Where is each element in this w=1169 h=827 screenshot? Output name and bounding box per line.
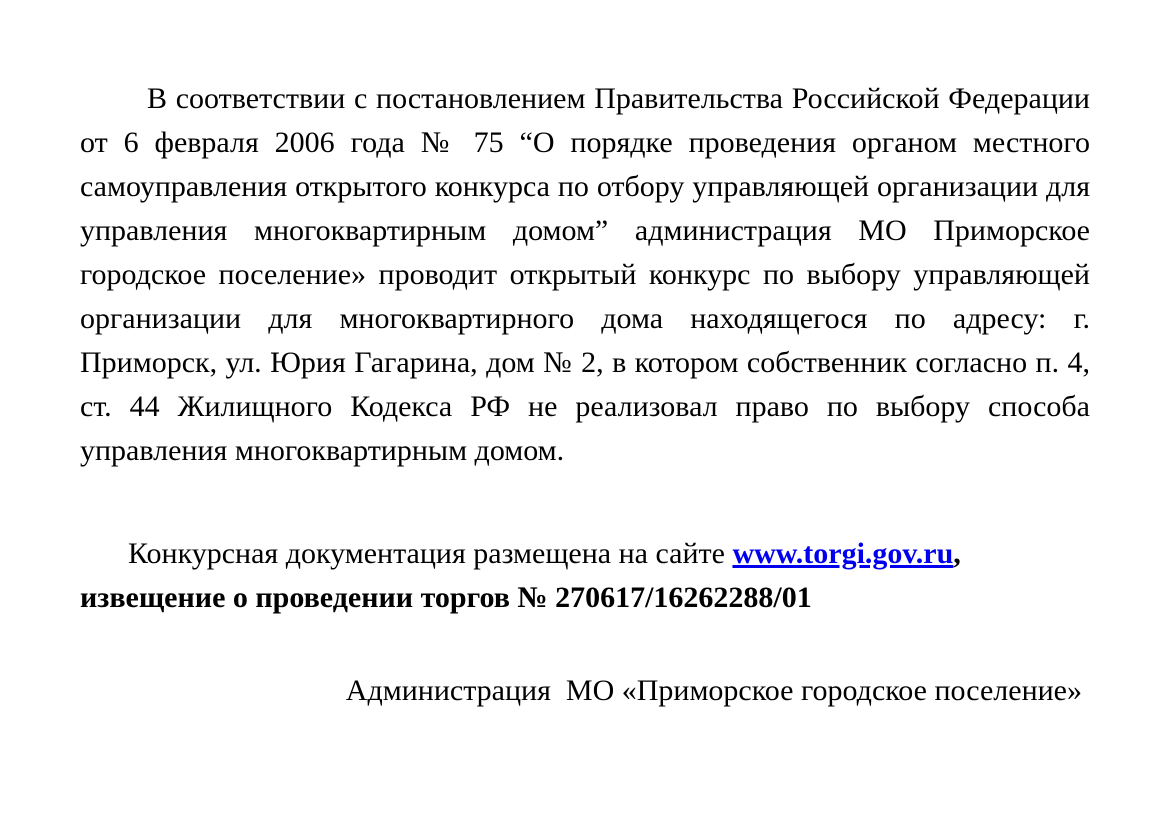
link-comma: ,: [953, 537, 961, 570]
signature-line: Администрация МО «Приморское городское поселение»: [345, 674, 1082, 707]
documentation-line: [80, 532, 1090, 576]
auction-notice-number: извещение о проведении торгов № 270617/16262288/01: [80, 581, 812, 614]
torgi-site-link[interactable]: www.torgi.gov.ru: [732, 537, 954, 570]
documentation-paragraph: [80, 532, 1090, 620]
notice-body-paragraph: В соответствии с постановлением Правительства Российской Федерации от 6 февраля 2006 года № 75 “О порядке проведения органом местного самоуправления открытого конкурса по отбору управляющей организации для управления многоквартирным домом” администрация МО Приморское городское поселение» проводит открытый конкурс по выбору управляющей организации для многоквартирного дома находящегося по адресу: г. Приморск, ул. Юрия Гагарина, дом № 2, в котором собственник согласно п. 4, ст. 44 Жилищного Кодекса РФ не реализовал право по выбору способа управления многоквартирным домом.: [80, 82, 1090, 467]
documentation-prefix-text: Конкурсная документация размещена на сайте: [128, 537, 733, 570]
